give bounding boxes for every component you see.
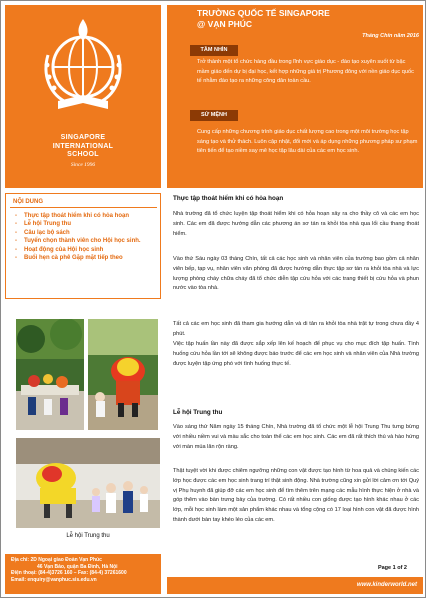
school-emblem-icon [38,15,128,115]
festival-photo-left [16,319,84,430]
contents-title: NỘI DUNG [13,199,43,205]
contents-item: - Lễ hội Trung thu [15,220,159,228]
page-number: Page 1 of 2 [377,565,407,571]
vision-mission-panel [167,45,423,188]
phone-fax-line: Điện thoại: (84-4)3726 160 – Fax: (84-4) 37261600 [11,570,127,577]
title-line-2: @ VẠN PHÚC [197,19,253,29]
contents-list [15,212,159,262]
contents-item: - Tuyển chọn thành viên cho Hội học sinh. [15,237,159,245]
fire-drill-paragraph: Vào thứ Sáu ngày 03 tháng Chín, tất cả các học sinh và nhân viên của trường bao gồm cả nhân viên bếp, tạp vụ, nhân viên văn phòng đã được hướng dẫn thực tập sơ tán ra khỏi tòa nhà và lực lượng phòng cháy chữa cháy đã tổ chức diễn tập cứu hỏa với các trang thiết bị cứu hỏa và phun nước vào tòa nhà. [173,256,419,292]
vision-label: TẦM NHÌN [190,45,238,56]
school-since: Since 1996 [70,162,96,168]
fire-drill-paragraph: Nhà trường đã tổ chức luyện tập thoát hiểm khi có hỏa hoạn xảy ra cho thầy cô và các em học sinh. Các em đã được hướng dẫn các phương án sơ tán ra khỏi tòa nhà qua lối cầu thang thoát hiểm. [173,211,419,237]
school-name: SINGAPORE INTERNATIONAL SCHOOL [52,134,114,158]
website-bar [167,577,423,594]
contents-item: - Thực tập thoát hiểm khi có hỏa hoạn [15,212,159,220]
title-line-1: TRƯỜNG QUỐC TẾ SINGAPORE [197,8,330,18]
contents-divider [10,207,157,208]
contents-item: - Câu lạc bộ sách [15,229,159,237]
school-logo-panel [5,5,161,188]
newsletter-title [197,8,330,30]
website-link[interactable]: www.kinderworld.net [356,582,417,588]
newsletter-title-bar [167,5,423,45]
mid-autumn-paragraph: Thật tuyệt vời khi được chiêm ngưỡng những con vật được tạo hình từ hoa quả và chúng kiến các lớp học được các em học sinh trang trí thật sinh động. Nhà trường cũng xin gửi lời cảm ơn tới Quý vị Phụ huynh đã giúp đỡ các em học sinh để tìm thêm trên mạng các mẫu hình thực hiện ở nhà và góp thêm vào bàn trưng bày của trường. Có rất nhiều con giống được tạo hình khác nhau ở các lớp, mỗi học sinh làm một sản phẩm khác nhau và tổng cộng có 17 loại hình con vật đã được hình thành dưới bàn tay khéo léo của các em. [173,468,419,523]
fire-drill-paragraph: Tất cả các em học sinh đã tham gia hướng dẫn và di tản ra khỏi tòa nhà trật tự trong chưa đầy 4 phút. [173,321,419,337]
mid-autumn-paragraph: Vào sáng thứ Năm ngày 15 tháng Chín, Nhà trường đã tổ chức một lễ hội Trung Thu tưng bừng với nhiều niềm vui và màu sắc cho toàn thể các em học sinh. Các em đã rất thích thú và hào hứng với màn múa lân rộn ràng. [173,424,419,450]
photo-caption: Lễ hội Trung thu [66,533,110,539]
contents-item: - Hoạt động của Hội học sinh [15,246,159,254]
address-line-2: 46 Vạn Bảo, quận Ba Đình, Hà Nội [37,563,118,570]
email-line[interactable]: Email: enquiry@vanphuc.sis.edu.vn [11,576,97,583]
lion-dance-photo-top [88,319,158,430]
contact-footer [5,554,161,594]
fire-drill-paragraph: Việc tập huấn lần này đã được sắp xếp lên kế hoạch để phục vụ cho mục đích tập huấn. Tình huống cứu hỏa lần tới sẽ không được báo trước để các em học sinh và nhân viên của Nhà trường được luyện tập ứng phó với tình huống thực tế. [173,341,419,367]
vision-text: Trở thành một tổ chức hàng đầu trong lĩnh vực giáo dục - đào tạo xuyên suốt từ bậc mầm giáo đến dự bị đại học, kết hợp những giá trị Phương đông với nền giáo dục quốc tế nhằm đào tạo ra những công dân toàn cầu. [197,59,414,85]
contents-item: - Buổi hẹn cà phê Gặp mặt tiếp theo [15,254,159,262]
mission-text: Cung cấp những chương trình giáo dục chất lượng cao trong một môi trường học tập sáng tạo và thử thách. Luôn cập nhật, đổi mới và áp dụng những phương pháp sư phạm tiên tiến để tạo niềm say mê học tập lâu dài của các em học sinh. [197,129,418,155]
lion-dance-photo-bottom [16,438,160,528]
contents-box [5,193,161,299]
fire-drill-heading: Thực tập thoát hiểm khi có hỏa hoạn [173,195,284,202]
issue-date: Tháng Chín năm 2016 [362,33,419,39]
address-line-1: Địa chỉ: 2D Ngoại giao Đoàn Vạn Phúc [11,557,102,563]
mid-autumn-heading: Lễ hội Trung thu [173,409,223,416]
mission-label: SỨ MỆNH [190,110,238,121]
